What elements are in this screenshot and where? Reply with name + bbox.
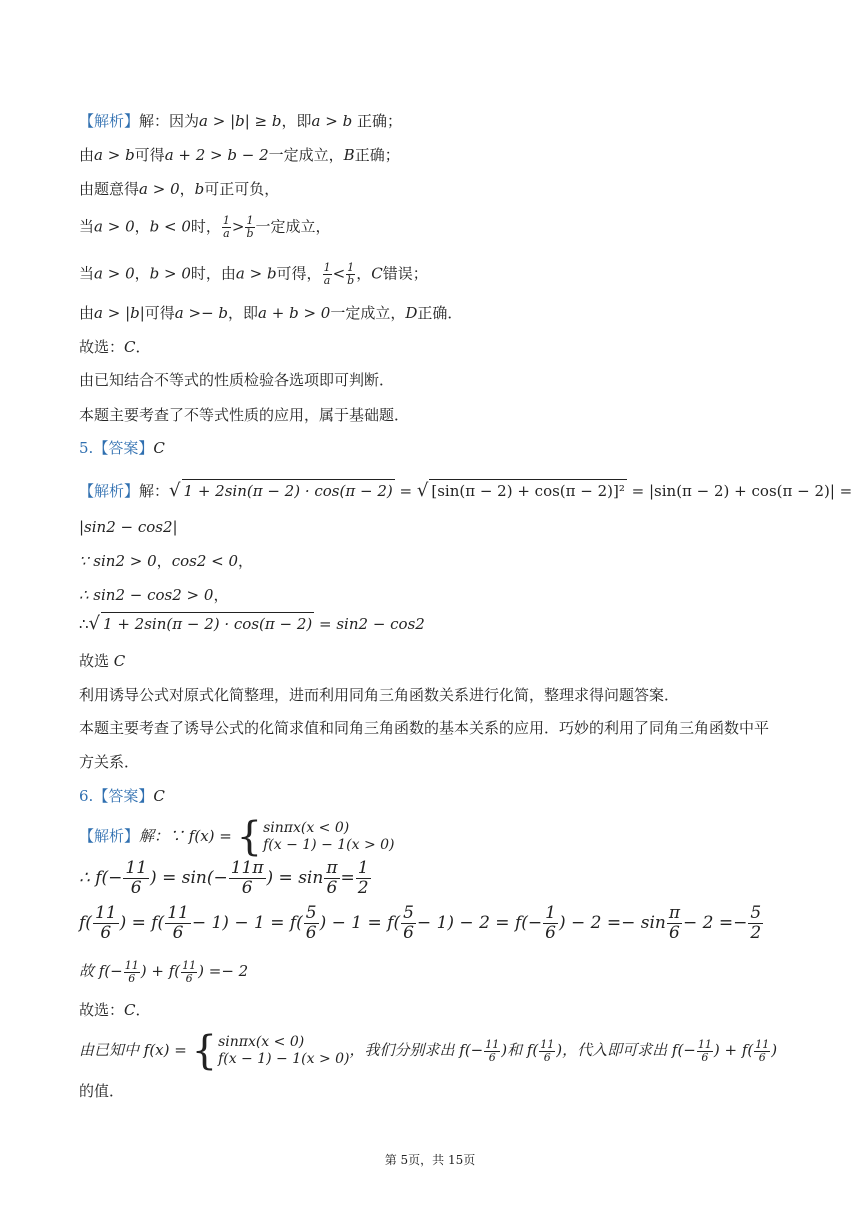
- q6-method-line-2: 的值．: [79, 1082, 125, 1100]
- fraction: $\frac{1}{b}$: [347, 261, 355, 287]
- q6-method-line-1: 由已知中 f(x) = { sinπx(x < 0) f(x − 1) − 1(x > 0) ，我们分别求出 f(− $\frac{11}{6}$ )和 f( $\frac{11}{6}$ )，代入即可求出 f(− $\frac{11}{6}$ ) + f( $\frac{11}{6}$ ): [79, 1028, 778, 1074]
- answer-tag: 【答案】: [93, 787, 154, 805]
- fraction: $\frac{1}{b}$: [246, 214, 254, 240]
- q4-line-5: 当a > 0，b > 0时，由a > b可得， $\frac{1}{a}$ < $\frac{1}{b}$ ，C错误；: [79, 261, 428, 287]
- q5-method: 利用诱导公式对原式化简整理，进而利用同角三角函数关系进行化简，整理求得问题答案．: [79, 686, 680, 704]
- q4-line-3: 由题意得a > 0，b可正可负，: [79, 180, 280, 198]
- q4-summary: 本题主要考查了不等式性质的应用，属于基础题．: [79, 406, 410, 424]
- q5-summary-2: 方关系．: [79, 753, 140, 771]
- q5-solution-line-3: ∵ sin2 > 0，cos2 < 0，: [79, 552, 254, 570]
- analysis-tag: 【解析】: [79, 482, 140, 500]
- answer-tag: 【答案】: [93, 439, 154, 457]
- analysis-tag: 【解析】: [79, 827, 140, 845]
- fraction: $\frac{1}{a}$: [222, 214, 230, 240]
- q6-solution-line-3: f( $\frac{11}{6}$ ) = f( $\frac{11}{6}$ − 1) − 1 = f( $\frac{5}{6}$ ) − 1 = f( $\frac{5}{6}$ − 1) − 2 = f(− $\frac{1}{6}$ ) − 2 =− sin $\frac{\pi}{6}$ − 2 =− $\frac{5}{2}$: [79, 903, 762, 943]
- q5-solution-line-4: ∴ sin2 − cos2 > 0，: [79, 586, 229, 604]
- piecewise-function: { sinπx(x < 0) f(x − 1) − 1(x > 0): [191, 1028, 350, 1074]
- q5-choose: 故选 C: [79, 652, 126, 670]
- q5-solution-line-1: 【解析】解：√ 1 + 2sin(π − 2) · cos(π − 2) = √ [sin(π − 2) + cos(π − 2)]² = |sin(π − 2) + cos(π − 2)| =: [79, 480, 853, 501]
- question-number: 5.: [79, 439, 94, 457]
- analysis-tag: 【解析】: [79, 112, 140, 130]
- question-number: 6.: [79, 787, 94, 805]
- q6-solution-line-1: 【解析】解：∵ f(x) = { sinπx(x < 0) f(x − 1) − 1(x > 0): [79, 814, 395, 860]
- q4-line-6: 由a > |b|可得a >− b，即a + b > 0一定成立，D正确．: [79, 304, 463, 322]
- q5-answer-line: 5.【答案】C: [79, 439, 165, 457]
- q4-line-1: 【解析】解：因为a > |b| ≥ b，即a > b 正确；: [79, 112, 402, 130]
- q4-line-2: 由a > b可得a + 2 > b − 2一定成立，B正确；: [79, 146, 400, 164]
- q6-solution-line-4: 故 f(− $\frac{11}{6}$ ) + f( $\frac{11}{6}$ ) =− 2: [79, 958, 249, 985]
- q6-choose: 故选：C．: [79, 1001, 151, 1019]
- fraction: $\frac{1}{a}$: [323, 261, 331, 287]
- q6-solution-line-2: ∴ f(− $\frac{11}{6}$ ) = sin(− $\frac{11\pi}{6}$ ) = sin $\frac{\pi}{6}$ = $\frac{1}{2}$: [79, 858, 369, 898]
- q5-summary-1: 本题主要考查了诱导公式的化简求值和同角三角函数的基本关系的应用．巧妙的利用了同角三角函数中平: [79, 719, 770, 737]
- q6-answer-line: 6.【答案】C: [79, 787, 165, 805]
- piecewise-function: { sinπx(x < 0) f(x − 1) − 1(x > 0): [236, 814, 395, 860]
- q4-line-4: 当a > 0，b < 0时， $\frac{1}{a}$ > $\frac{1}{b}$ 一定成立，: [79, 214, 331, 240]
- q5-solution-line-2: |sin2 − cos2|: [79, 518, 178, 536]
- q4-choose: 故选：C．: [79, 338, 151, 356]
- q4-method: 由已知结合不等式的性质检验各选项即可判断．: [79, 371, 395, 389]
- q5-solution-line-5: ∴√ 1 + 2sin(π − 2) · cos(π − 2) = sin2 − cos2: [79, 613, 425, 634]
- page-footer: 第 5页，共 15页: [384, 1153, 476, 1167]
